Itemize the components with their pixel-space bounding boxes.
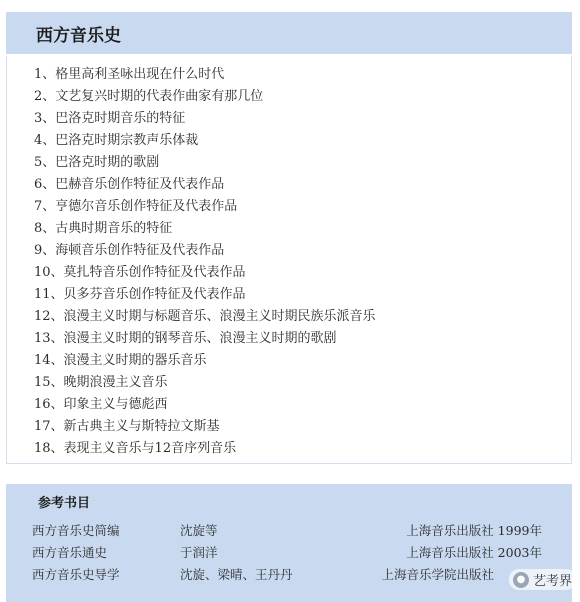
topic-item: 8、古典时期音乐的特征 bbox=[34, 221, 173, 236]
references-box bbox=[6, 484, 572, 602]
topic-item: 9、海顿音乐创作特征及代表作品 bbox=[34, 243, 225, 258]
topic-list bbox=[34, 64, 554, 460]
reference-author: 沈旋、梁晴、王丹丹 bbox=[180, 567, 293, 582]
topic-item: 2、文艺复兴时期的代表作曲家有那几位 bbox=[34, 89, 264, 104]
reference-author: 沈旋等 bbox=[180, 523, 218, 538]
topic-item: 1、格里高利圣咏出现在什么时代 bbox=[34, 67, 225, 82]
watermark bbox=[509, 569, 576, 590]
section-title: 西方音乐史 bbox=[36, 26, 121, 46]
topic-item: 15、晚期浪漫主义音乐 bbox=[34, 375, 168, 390]
topic-item: 18、表现主义音乐与12音序列音乐 bbox=[34, 441, 237, 456]
topic-item: 13、浪漫主义时期的钢琴音乐、浪漫主义时期的歌剧 bbox=[34, 331, 337, 346]
reference-row bbox=[6, 564, 572, 586]
topic-item: 7、亨德尔音乐创作特征及代表作品 bbox=[34, 199, 238, 214]
reference-book: 西方音乐通史 bbox=[32, 545, 108, 560]
topic-item: 3、巴洛克时期音乐的特征 bbox=[34, 111, 186, 126]
references-title: 参考书目 bbox=[38, 496, 91, 511]
topic-item: 11、贝多芬音乐创作特征及代表作品 bbox=[34, 287, 246, 302]
reference-row bbox=[6, 542, 572, 564]
topic-item: 16、印象主义与德彪西 bbox=[34, 397, 168, 412]
topic-item: 4、巴洛克时期宗教声乐体裁 bbox=[34, 133, 199, 148]
reference-publisher: 上海音乐学院出版社 bbox=[381, 567, 494, 582]
topic-item: 10、莫扎特音乐创作特征及代表作品 bbox=[34, 265, 246, 280]
reference-publisher: 上海音乐出版社 1999年 bbox=[406, 523, 542, 538]
reference-author: 于润洋 bbox=[180, 545, 218, 560]
topic-item: 17、新古典主义与斯特拉文斯基 bbox=[34, 419, 220, 434]
watermark-text: 艺考界 bbox=[532, 574, 572, 589]
topic-item: 5、巴洛克时期的歌剧 bbox=[34, 155, 160, 170]
section-header bbox=[6, 12, 572, 54]
topic-item: 14、浪漫主义时期的器乐音乐 bbox=[34, 353, 207, 368]
reference-publisher: 上海音乐出版社 2003年 bbox=[406, 545, 542, 560]
reference-row bbox=[6, 520, 572, 542]
topic-item: 12、浪漫主义时期与标题音乐、浪漫主义时期民族乐派音乐 bbox=[34, 309, 376, 324]
wechat-icon: ● bbox=[513, 572, 529, 588]
reference-book: 西方音乐史简编 bbox=[32, 523, 120, 538]
reference-book: 西方音乐史导学 bbox=[32, 567, 120, 582]
topic-item: 6、巴赫音乐创作特征及代表作品 bbox=[34, 177, 225, 192]
